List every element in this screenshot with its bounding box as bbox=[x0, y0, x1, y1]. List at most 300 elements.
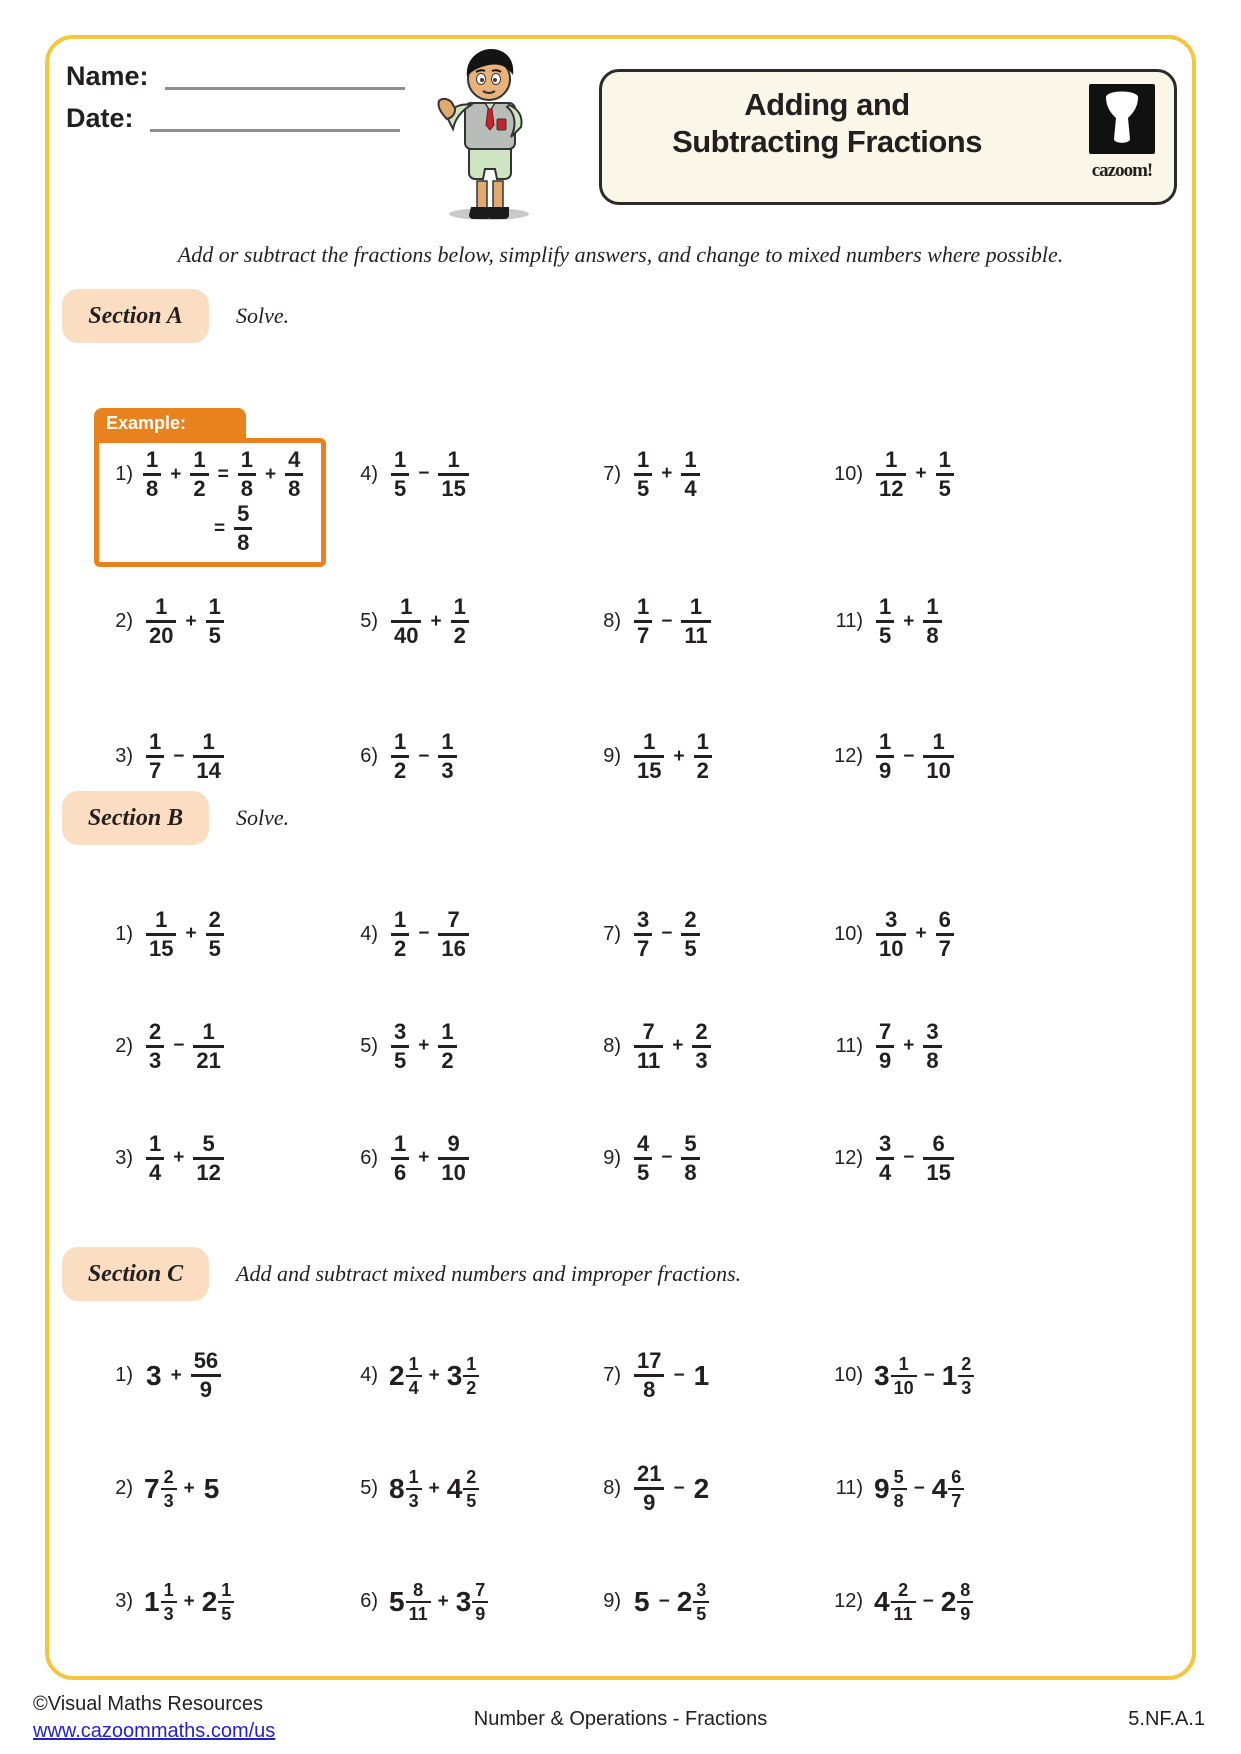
fraction bbox=[438, 446, 468, 501]
example-line1 bbox=[105, 449, 315, 500]
name-label: Name: bbox=[66, 61, 149, 91]
denominator: 10 bbox=[891, 1375, 917, 1397]
problem-expression bbox=[632, 1581, 709, 1623]
integer: 1 bbox=[693, 1359, 710, 1391]
denominator: 3 bbox=[406, 1488, 422, 1510]
problem-expression bbox=[389, 1018, 459, 1073]
operator: + bbox=[173, 1147, 185, 1168]
numerator: 5 bbox=[893, 1466, 904, 1487]
problem-expression bbox=[389, 1581, 488, 1623]
numerator: 1 bbox=[684, 446, 697, 472]
operator: − bbox=[658, 1590, 670, 1612]
numerator: 3 bbox=[885, 906, 898, 932]
fraction bbox=[634, 596, 652, 647]
denominator: 5 bbox=[218, 1601, 234, 1623]
fraction bbox=[438, 1130, 468, 1185]
mixed-number bbox=[447, 1468, 480, 1510]
whole-number: 1 bbox=[941, 1359, 958, 1391]
denominator: 3 bbox=[161, 1601, 177, 1623]
website-link[interactable]: www.cazoommaths.com/us bbox=[33, 1720, 276, 1742]
operator: − bbox=[418, 923, 430, 944]
problem-number: 6) bbox=[360, 745, 378, 767]
problem-expression bbox=[144, 596, 226, 647]
denominator: 12 bbox=[193, 1157, 223, 1184]
fraction bbox=[923, 596, 941, 647]
operator: − bbox=[418, 745, 430, 767]
denominator: 2 bbox=[451, 620, 469, 647]
problem-number: 6) bbox=[360, 1146, 378, 1169]
numerator: 1 bbox=[149, 729, 162, 754]
denominator: 2 bbox=[694, 755, 712, 782]
numerator: 1 bbox=[466, 1353, 477, 1374]
fraction bbox=[193, 1130, 223, 1185]
footer-topic: Number & Operations - Fractions bbox=[473, 1708, 768, 1730]
problem-expression bbox=[389, 596, 471, 647]
denominator: 15 bbox=[146, 933, 176, 960]
fraction bbox=[218, 1581, 234, 1623]
problem-cell bbox=[344, 1319, 587, 1432]
problem-expression bbox=[144, 731, 226, 782]
numerator: 1 bbox=[155, 906, 168, 932]
operator: − bbox=[673, 1364, 685, 1386]
problem-number: 11) bbox=[835, 1034, 863, 1057]
title-line1: Adding and bbox=[744, 87, 910, 122]
denominator: 14 bbox=[193, 755, 223, 782]
fraction bbox=[206, 906, 224, 961]
fraction bbox=[146, 596, 176, 647]
numerator: 1 bbox=[202, 729, 215, 754]
denominator: 2 bbox=[391, 755, 409, 782]
denominator: 10 bbox=[876, 933, 906, 960]
problem-expression bbox=[389, 731, 459, 782]
fraction bbox=[206, 596, 224, 647]
denominator: 10 bbox=[438, 1157, 468, 1184]
problem-expression bbox=[389, 1468, 479, 1510]
problem-number: 8) bbox=[603, 1034, 621, 1057]
problem-expression bbox=[141, 449, 305, 500]
fraction bbox=[161, 1581, 177, 1623]
fraction bbox=[936, 446, 954, 501]
mixed-number bbox=[942, 1355, 975, 1397]
date-field bbox=[66, 105, 400, 132]
section-A-badge: Section A bbox=[62, 289, 209, 343]
problem-number: 12) bbox=[834, 745, 863, 767]
problem-cell bbox=[344, 1102, 587, 1214]
denominator: 9 bbox=[634, 1487, 664, 1514]
numerator: 17 bbox=[637, 1348, 662, 1373]
problem-cell bbox=[99, 990, 344, 1102]
problem-cell bbox=[829, 1319, 1188, 1432]
fraction bbox=[438, 906, 468, 961]
denominator: 8 bbox=[681, 1157, 699, 1184]
numerator: 1 bbox=[394, 446, 407, 472]
numerator: 1 bbox=[400, 594, 413, 619]
operator: = bbox=[214, 517, 226, 539]
problem-cell bbox=[99, 554, 344, 689]
problem-expression bbox=[874, 731, 956, 782]
whole-number: 9 bbox=[874, 1472, 890, 1504]
fraction bbox=[681, 1130, 699, 1185]
problem-number: 4) bbox=[360, 1364, 378, 1386]
problem-expression bbox=[144, 1581, 234, 1623]
fraction bbox=[958, 1355, 974, 1397]
fraction bbox=[406, 1468, 422, 1510]
problem-cell bbox=[829, 1432, 1188, 1545]
mascot-boy-icon bbox=[427, 41, 549, 221]
fraction bbox=[161, 1468, 177, 1510]
problem-cell bbox=[829, 990, 1188, 1102]
numerator: 5 bbox=[237, 501, 250, 526]
operator: − bbox=[903, 1147, 915, 1168]
section-B-problems bbox=[49, 878, 1188, 1214]
problem-number: 9) bbox=[603, 1146, 621, 1169]
numerator: 1 bbox=[447, 446, 460, 472]
problem-number: 2) bbox=[115, 1477, 133, 1499]
numerator: 1 bbox=[926, 594, 939, 619]
operator: + bbox=[185, 923, 197, 944]
operator: + bbox=[428, 1364, 440, 1386]
numerator: 4 bbox=[288, 447, 301, 472]
title-box bbox=[599, 69, 1177, 205]
integer: 5 bbox=[203, 1472, 220, 1504]
problem-expression bbox=[144, 906, 226, 961]
numerator: 1 bbox=[441, 1018, 454, 1044]
problem-expression bbox=[144, 1018, 226, 1073]
section-A-problems bbox=[49, 394, 1188, 824]
numerator: 1 bbox=[879, 729, 892, 754]
fraction bbox=[451, 596, 469, 647]
operator: + bbox=[915, 463, 927, 484]
numerator: 1 bbox=[643, 729, 656, 754]
operator: + bbox=[170, 1364, 182, 1386]
operator: − bbox=[903, 745, 915, 767]
fraction bbox=[190, 449, 208, 500]
numerator: 3 bbox=[394, 1018, 407, 1044]
fraction bbox=[634, 1463, 664, 1514]
operator: − bbox=[922, 1590, 934, 1612]
whole-number: 2 bbox=[940, 1585, 957, 1617]
denominator: 5 bbox=[936, 473, 954, 500]
fraction bbox=[146, 1130, 164, 1185]
numerator: 7 bbox=[642, 1018, 655, 1044]
operator: − bbox=[673, 1477, 685, 1499]
mixed-number bbox=[874, 1468, 907, 1510]
problem-expression bbox=[632, 731, 714, 782]
fraction bbox=[876, 906, 906, 961]
fraction bbox=[634, 1130, 652, 1185]
problem-expression bbox=[632, 906, 702, 961]
problem-number: 1) bbox=[115, 1364, 133, 1386]
fraction bbox=[891, 1468, 907, 1510]
problem-cell bbox=[829, 1545, 1188, 1658]
numerator: 3 bbox=[879, 1130, 892, 1156]
problem-cell bbox=[99, 1102, 344, 1214]
denominator: 7 bbox=[634, 933, 652, 960]
denominator: 7 bbox=[936, 933, 954, 960]
denominator: 8 bbox=[285, 473, 303, 500]
problem-number: 1) bbox=[115, 463, 133, 485]
problem-cell bbox=[344, 878, 587, 990]
operator: − bbox=[173, 1035, 185, 1056]
operator: + bbox=[661, 463, 673, 484]
fraction bbox=[634, 1018, 663, 1073]
problem-expression bbox=[632, 1463, 711, 1514]
denominator: 15 bbox=[923, 1157, 953, 1184]
operator: + bbox=[672, 1035, 684, 1056]
operator: + bbox=[437, 1590, 449, 1612]
numerator: 1 bbox=[637, 594, 650, 619]
fraction bbox=[936, 906, 954, 961]
problem-expression bbox=[389, 1130, 471, 1185]
numerator: 1 bbox=[408, 1353, 419, 1374]
cazoom-drum-icon bbox=[1089, 84, 1155, 154]
fraction bbox=[391, 596, 421, 647]
problem-cell bbox=[587, 878, 829, 990]
fraction bbox=[406, 1355, 422, 1397]
denominator: 5 bbox=[391, 473, 409, 500]
fraction bbox=[234, 503, 252, 554]
numerator: 2 bbox=[149, 1018, 162, 1044]
numerator: 1 bbox=[879, 594, 892, 619]
numerator: 1 bbox=[898, 1353, 909, 1374]
operator: + bbox=[673, 745, 685, 767]
worksheet-title bbox=[610, 86, 1044, 160]
numerator: 7 bbox=[475, 1579, 486, 1600]
mixed-number bbox=[389, 1355, 422, 1397]
numerator: 1 bbox=[885, 446, 898, 472]
whole-number: 7 bbox=[144, 1472, 160, 1504]
fraction bbox=[923, 731, 953, 782]
fraction bbox=[238, 449, 256, 500]
numerator: 9 bbox=[447, 1130, 460, 1156]
problem-number: 2) bbox=[115, 1034, 133, 1057]
fraction bbox=[681, 906, 699, 961]
fraction bbox=[391, 906, 409, 961]
numerator: 6 bbox=[932, 1130, 945, 1156]
problem-expression bbox=[632, 1130, 702, 1185]
numerator: 7 bbox=[447, 906, 460, 932]
problem-expression bbox=[874, 1468, 964, 1510]
mixed-number bbox=[447, 1355, 480, 1397]
problem-number: 12) bbox=[834, 1590, 863, 1612]
numerator: 2 bbox=[208, 906, 221, 932]
denominator: 16 bbox=[438, 933, 468, 960]
fraction bbox=[391, 1018, 409, 1073]
operator: + bbox=[264, 463, 277, 485]
numerator: 1 bbox=[441, 729, 454, 754]
denominator: 7 bbox=[948, 1488, 964, 1510]
fraction bbox=[146, 906, 176, 961]
problem-number: 7) bbox=[603, 922, 621, 945]
denominator: 3 bbox=[146, 1045, 164, 1072]
numerator: 56 bbox=[193, 1348, 219, 1373]
numerator: 6 bbox=[951, 1466, 962, 1487]
fraction bbox=[876, 446, 906, 501]
denominator: 7 bbox=[634, 620, 652, 647]
problem-expression bbox=[389, 1355, 479, 1397]
whole-number: 2 bbox=[201, 1585, 218, 1617]
standard-code: 5.NF.A.1 bbox=[1128, 1708, 1205, 1730]
denominator: 5 bbox=[206, 620, 224, 647]
denominator: 5 bbox=[634, 1157, 652, 1184]
problem-number: 4) bbox=[360, 462, 378, 485]
denominator: 5 bbox=[693, 1601, 709, 1623]
fraction bbox=[876, 731, 894, 782]
mixed-number bbox=[941, 1581, 974, 1623]
name-write-line[interactable] bbox=[165, 63, 405, 90]
fraction bbox=[948, 1468, 964, 1510]
operator: + bbox=[183, 1590, 195, 1612]
problem-number: 11) bbox=[835, 1477, 863, 1499]
whole-number: 3 bbox=[446, 1359, 463, 1391]
integer: 2 bbox=[693, 1472, 710, 1504]
operator: + bbox=[185, 610, 197, 632]
mixed-number bbox=[874, 1355, 917, 1397]
problem-expression bbox=[207, 503, 254, 554]
problem-number: 12) bbox=[834, 1146, 863, 1169]
section-B-badge: Section B bbox=[62, 791, 209, 845]
fraction bbox=[472, 1581, 488, 1623]
fraction bbox=[191, 1350, 221, 1401]
title-line2: Subtracting Fractions bbox=[672, 124, 982, 160]
section-B-instruction: Solve. bbox=[236, 805, 290, 830]
problem-cell bbox=[587, 1102, 829, 1214]
mixed-number bbox=[202, 1581, 235, 1623]
denominator: 4 bbox=[876, 1157, 894, 1184]
example bbox=[94, 408, 326, 567]
numerator: 1 bbox=[155, 594, 168, 619]
worksheet-border-frame bbox=[45, 35, 1196, 1680]
denominator: 2 bbox=[438, 1045, 456, 1072]
denominator: 8 bbox=[238, 473, 256, 500]
problem-cell bbox=[344, 1545, 587, 1658]
example-tab: Example: bbox=[94, 408, 246, 438]
problem-cell bbox=[829, 1102, 1188, 1214]
problem-number: 8) bbox=[603, 1477, 621, 1499]
denominator: 2 bbox=[463, 1375, 479, 1397]
date-label: Date: bbox=[66, 103, 134, 133]
denominator: 9 bbox=[191, 1374, 221, 1401]
problem-number: 7) bbox=[603, 1364, 621, 1386]
cazoom-logo bbox=[1086, 84, 1158, 182]
section-C-problems bbox=[49, 1319, 1188, 1658]
numerator: 1 bbox=[932, 729, 945, 754]
problem-number: 3) bbox=[115, 745, 133, 767]
operator: + bbox=[903, 610, 915, 632]
section-C-instruction: Add and subtract mixed numbers and improper fractions. bbox=[236, 1261, 742, 1286]
denominator: 11 bbox=[891, 1601, 916, 1623]
fraction bbox=[876, 1130, 894, 1185]
problem-cell bbox=[99, 1319, 344, 1432]
operator: + bbox=[430, 610, 442, 632]
numerator: 1 bbox=[689, 594, 703, 619]
mixed-number bbox=[144, 1468, 177, 1510]
problem-expression bbox=[389, 906, 471, 961]
whole-number: 1 bbox=[144, 1585, 160, 1617]
fraction bbox=[634, 1350, 664, 1401]
fraction bbox=[891, 1581, 916, 1623]
fraction bbox=[391, 1130, 409, 1185]
fraction bbox=[146, 731, 164, 782]
numerator: 1 bbox=[637, 446, 650, 472]
fraction bbox=[406, 1581, 431, 1623]
example-line2 bbox=[207, 503, 315, 554]
numerator: 1 bbox=[938, 446, 951, 472]
fraction bbox=[693, 1581, 709, 1623]
problem-number: 10) bbox=[834, 922, 863, 945]
numerator: 1 bbox=[696, 729, 709, 754]
denominator: 7 bbox=[146, 755, 164, 782]
denominator: 8 bbox=[234, 527, 252, 554]
problem-expression bbox=[874, 1130, 956, 1185]
fraction bbox=[438, 1018, 456, 1073]
integer: 3 bbox=[146, 1359, 162, 1391]
whole-number: 4 bbox=[931, 1472, 948, 1504]
problem-cell bbox=[587, 394, 829, 554]
operator: − bbox=[173, 745, 185, 767]
numerator: 2 bbox=[898, 1579, 909, 1600]
denominator: 5 bbox=[634, 473, 652, 500]
whole-number: 8 bbox=[389, 1472, 405, 1504]
numerator: 1 bbox=[202, 1018, 215, 1044]
denominator: 6 bbox=[391, 1157, 409, 1184]
problem-number: 9) bbox=[603, 745, 621, 767]
section-B bbox=[49, 791, 1192, 1247]
fraction bbox=[634, 446, 652, 501]
fraction bbox=[681, 596, 710, 647]
denominator: 3 bbox=[161, 1488, 177, 1510]
fraction bbox=[876, 596, 894, 647]
denominator: 5 bbox=[206, 933, 224, 960]
problem-number: 11) bbox=[835, 610, 863, 632]
denominator: 3 bbox=[958, 1375, 974, 1397]
problem-expression bbox=[144, 1468, 221, 1510]
problem-cell bbox=[587, 1545, 829, 1658]
fraction bbox=[923, 1018, 941, 1073]
date-write-line[interactable] bbox=[150, 105, 400, 132]
numerator: 1 bbox=[408, 1466, 419, 1487]
problem-number: 3) bbox=[115, 1590, 133, 1612]
fraction bbox=[463, 1468, 479, 1510]
denominator: 9 bbox=[876, 755, 894, 782]
operator: + bbox=[170, 463, 182, 485]
denominator: 4 bbox=[146, 1157, 164, 1184]
denominator: 5 bbox=[681, 933, 699, 960]
section-C bbox=[49, 1247, 1192, 1677]
denominator: 11 bbox=[406, 1601, 431, 1623]
numerator: 2 bbox=[961, 1353, 972, 1374]
problem-cell bbox=[829, 394, 1188, 554]
fraction bbox=[193, 1018, 223, 1073]
denominator: 5 bbox=[463, 1488, 479, 1510]
problem-number: 1) bbox=[115, 922, 133, 945]
section-B-header bbox=[49, 791, 1192, 845]
denominator: 8 bbox=[634, 1374, 664, 1401]
operator: − bbox=[923, 1364, 935, 1386]
mixed-number bbox=[677, 1581, 710, 1623]
fraction bbox=[391, 446, 409, 501]
mixed-number bbox=[389, 1468, 422, 1510]
fraction bbox=[692, 1018, 710, 1073]
problem-expression bbox=[632, 596, 713, 647]
problem-number: 3) bbox=[115, 1146, 133, 1169]
denominator: 2 bbox=[190, 473, 208, 500]
problem-number: 5) bbox=[360, 1477, 378, 1499]
numerator: 8 bbox=[413, 1579, 424, 1600]
numerator: 5 bbox=[684, 1130, 697, 1156]
fraction bbox=[143, 449, 161, 500]
denominator: 8 bbox=[923, 620, 941, 647]
